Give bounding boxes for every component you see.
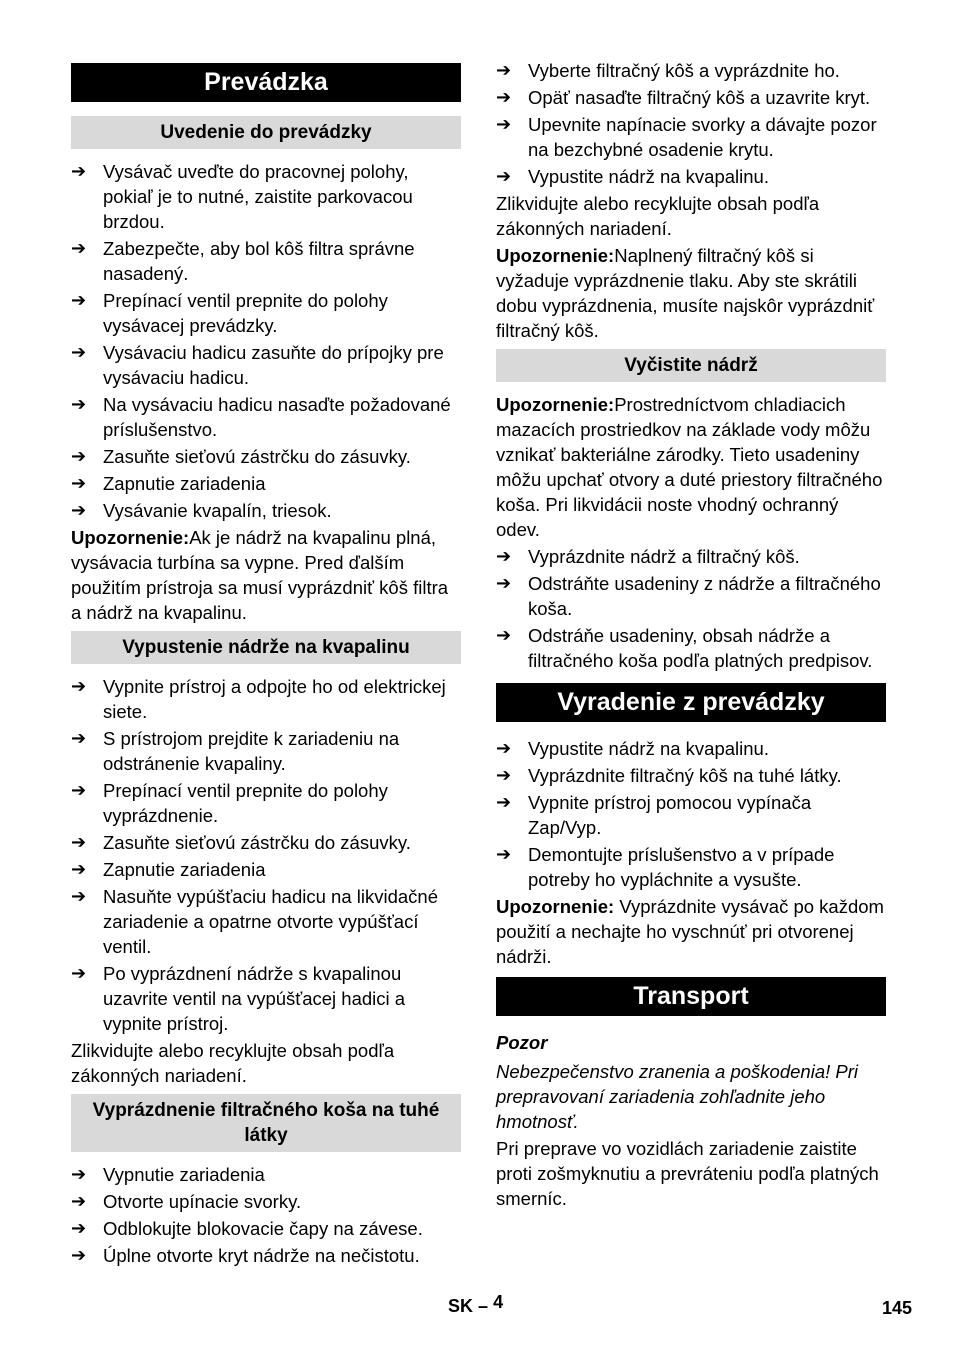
subsection-heading-uvedenie: Uvedenie do prevádzky [71, 116, 461, 149]
list-item: ➔ Vypustite nádrž na kvapalinu. [496, 166, 769, 187]
arrow-right-icon: ➔ [71, 394, 87, 414]
list-item: ➔ Na vysávaciu hadicu nasaďte požadované príslušenstvo. [71, 394, 451, 440]
footer-subpage: 4 [493, 1292, 504, 1312]
steps-vypustenie [71, 674, 461, 1036]
arrow-right-icon: ➔ [71, 859, 87, 879]
list-item: ➔ Zasuňte sieťovú zástrčku do zásuvky. [71, 446, 411, 467]
footer-lang: SK [448, 1296, 474, 1316]
list-item: ➔ Po vyprázdnení nádrže s kvapalinou uzavrite ventil na vypúšťacej hadici a vypnite prístroj. [71, 963, 406, 1034]
list-item: ➔ Vysávanie kvapalín, triesok. [71, 500, 332, 521]
arrow-right-icon: ➔ [71, 342, 87, 362]
note-label: Upozornenie: [496, 896, 615, 917]
arrow-right-icon: ➔ [71, 676, 87, 696]
arrow-right-icon: ➔ [496, 546, 512, 566]
right-column [496, 58, 886, 1213]
arrow-right-icon: ➔ [496, 844, 512, 864]
transport-paragraph: Pri preprave vo vozidlách zariadenie zaistite proti zošmyknutiu a prevráteniu podľa platných smerníc. [496, 1138, 879, 1209]
caution-text: Nebezpečenstvo zranenia a poškodenia! Pri prepravovaní zariadenia zohľadnite jeho hmotnosť. [496, 1061, 859, 1132]
list-item: ➔ S prístrojom prejdite k zariadeniu na odstránenie kvapaliny. [71, 728, 400, 774]
arrow-right-icon: ➔ [71, 963, 87, 983]
arrow-right-icon: ➔ [71, 1191, 87, 1211]
list-item: ➔ Odstráňte usadeniny z nádrže a filtračného koša. [496, 573, 881, 619]
arrow-right-icon: ➔ [496, 738, 512, 758]
note-paragraph [496, 243, 886, 343]
note-label: Upozornenie: [71, 527, 190, 548]
arrow-right-icon: ➔ [496, 114, 512, 134]
steps-continued [496, 58, 886, 189]
list-item: ➔ Zapnutie zariadenia [71, 473, 266, 494]
section-title-prevadzka: Prevádzka [71, 63, 461, 102]
note-paragraph [496, 894, 886, 969]
steps-uvedenie [71, 159, 461, 523]
note-text: Naplnený filtračný kôš si vyžaduje vyprázdnenie tlaku. Aby ste skrátili dobu vyprázdnenia, musíte najskôr vyprázdniť filtračný kôš. [496, 245, 875, 341]
list-item: ➔ Odblokujte blokovacie čapy na závese. [71, 1218, 423, 1239]
arrow-right-icon: ➔ [496, 625, 512, 645]
arrow-right-icon: ➔ [71, 1245, 87, 1265]
arrow-right-icon: ➔ [71, 238, 87, 258]
list-item: ➔ Vyprázdnite filtračný kôš na tuhé látky. [496, 765, 842, 786]
list-item: ➔ Zapnutie zariadenia [71, 859, 266, 880]
arrow-right-icon: ➔ [71, 290, 87, 310]
note-text: Vyprázdnite vysávač po každom použití a nechajte ho vyschnúť pri otvorenej nádrži. [496, 896, 884, 967]
page-number: 145 [881, 1298, 912, 1318]
arrow-right-icon: ➔ [71, 500, 87, 520]
arrow-right-icon: ➔ [496, 573, 512, 593]
steps-vycistite [496, 544, 886, 673]
arrow-right-icon: ➔ [496, 765, 512, 785]
left-column [71, 63, 461, 1270]
note-label: Upozornenie: [496, 245, 615, 266]
note-label: Upozornenie: [496, 394, 615, 415]
subsection-heading-vypustenie: Vypustenie nádrže na kvapalinu [71, 631, 461, 664]
arrow-right-icon: ➔ [71, 1218, 87, 1238]
note-paragraph [71, 525, 461, 625]
list-item: ➔ Vysávač uveďte do pracovnej polohy, pokiaľ je to nutné, zaistite parkovacou brzdou. [71, 161, 413, 232]
note-text: Prostredníctvom chladiacich mazacích prostriedkov na základe vody môžu vznikať bakteriálne zárodky. Tieto usadeniny môžu upchať otvory a duté priestory filtračného koša. Pri likvidácii noste vhodný ochranný odev. [496, 394, 883, 540]
footer-sep: – [478, 1296, 489, 1316]
list-item: ➔ Vypnite prístroj a odpojte ho od elektrickej siete. [71, 676, 446, 722]
footer-language-page [448, 1292, 504, 1317]
arrow-right-icon: ➔ [71, 832, 87, 852]
list-item: ➔ Vypnite prístroj pomocou vypínača Zap/Vyp. [496, 792, 812, 838]
arrow-right-icon: ➔ [496, 87, 512, 107]
arrow-right-icon: ➔ [496, 792, 512, 812]
list-item: ➔ Opäť nasaďte filtračný kôš a uzavrite kryt. [496, 87, 871, 108]
disposal-paragraph: Zlikvidujte alebo recyklujte obsah podľa zákonných nariadení. [71, 1040, 395, 1086]
arrow-right-icon: ➔ [496, 166, 512, 186]
arrow-right-icon: ➔ [71, 780, 87, 800]
section-title-transport: Transport [496, 977, 886, 1016]
list-item: ➔ Demontujte príslušenstvo a v prípade potreby ho vypláchnite a vysušte. [496, 844, 835, 890]
note-text: Ak je nádrž na kvapalinu plná, vysávacia turbína sa vypne. Pred ďalším použitím prístroja sa musí vyprázdniť kôš filtra a nádrž na kvapalinu. [71, 527, 449, 623]
subsection-heading-vycistite: Vyčistite nádrž [496, 349, 886, 382]
list-item: ➔ Nasuňte vypúšťaciu hadicu na likvidačné zariadenie a opatrne otvorte vypúšťací ventil. [71, 886, 438, 957]
arrow-right-icon: ➔ [71, 161, 87, 181]
list-item: ➔ Vyberte filtračný kôš a vyprázdnite ho. [496, 60, 840, 81]
note-paragraph [496, 392, 886, 542]
arrow-right-icon: ➔ [71, 728, 87, 748]
caution-label: Pozor [496, 1032, 548, 1053]
list-item: ➔ Zabezpečte, aby bol kôš filtra správne nasadený. [71, 238, 415, 284]
list-item: ➔ Vysávaciu hadicu zasuňte do prípojky pre vysávaciu hadicu. [71, 342, 444, 388]
list-item: ➔ Otvorte upínacie svorky. [71, 1191, 302, 1212]
list-item: ➔ Vypustite nádrž na kvapalinu. [496, 738, 769, 759]
arrow-right-icon: ➔ [71, 1164, 87, 1184]
list-item: ➔ Zasuňte sieťovú zástrčku do zásuvky. [71, 832, 411, 853]
subsection-heading-vyprazdnenie: Vyprázdnenie filtračného koša na tuhé látky [71, 1094, 461, 1152]
list-item: ➔ Vyprázdnite nádrž a filtračný kôš. [496, 546, 800, 567]
section-title-vyradenie: Vyradenie z prevádzky [496, 683, 886, 722]
list-item: ➔ Prepínací ventil prepnite do polohy vysávacej prevádzky. [71, 290, 388, 336]
arrow-right-icon: ➔ [496, 60, 512, 80]
steps-vyprazdnenie [71, 1162, 461, 1268]
list-item: ➔ Upevnite napínacie svorky a dávajte pozor na bezchybné osadenie krytu. [496, 114, 877, 160]
arrow-right-icon: ➔ [71, 446, 87, 466]
list-item: ➔ Vypnutie zariadenia [71, 1164, 265, 1185]
disposal-paragraph: Zlikvidujte alebo recyklujte obsah podľa zákonných nariadení. [496, 193, 820, 239]
list-item: ➔ Úplne otvorte kryt nádrže na nečistotu. [71, 1245, 420, 1266]
arrow-right-icon: ➔ [71, 473, 87, 493]
steps-vyradenie [496, 736, 886, 892]
list-item: ➔ Prepínací ventil prepnite do polohy vyprázdnenie. [71, 780, 388, 826]
list-item: ➔ Odstráňe usadeniny, obsah nádrže a filtračného koša podľa platných predpisov. [496, 625, 873, 671]
arrow-right-icon: ➔ [71, 886, 87, 906]
